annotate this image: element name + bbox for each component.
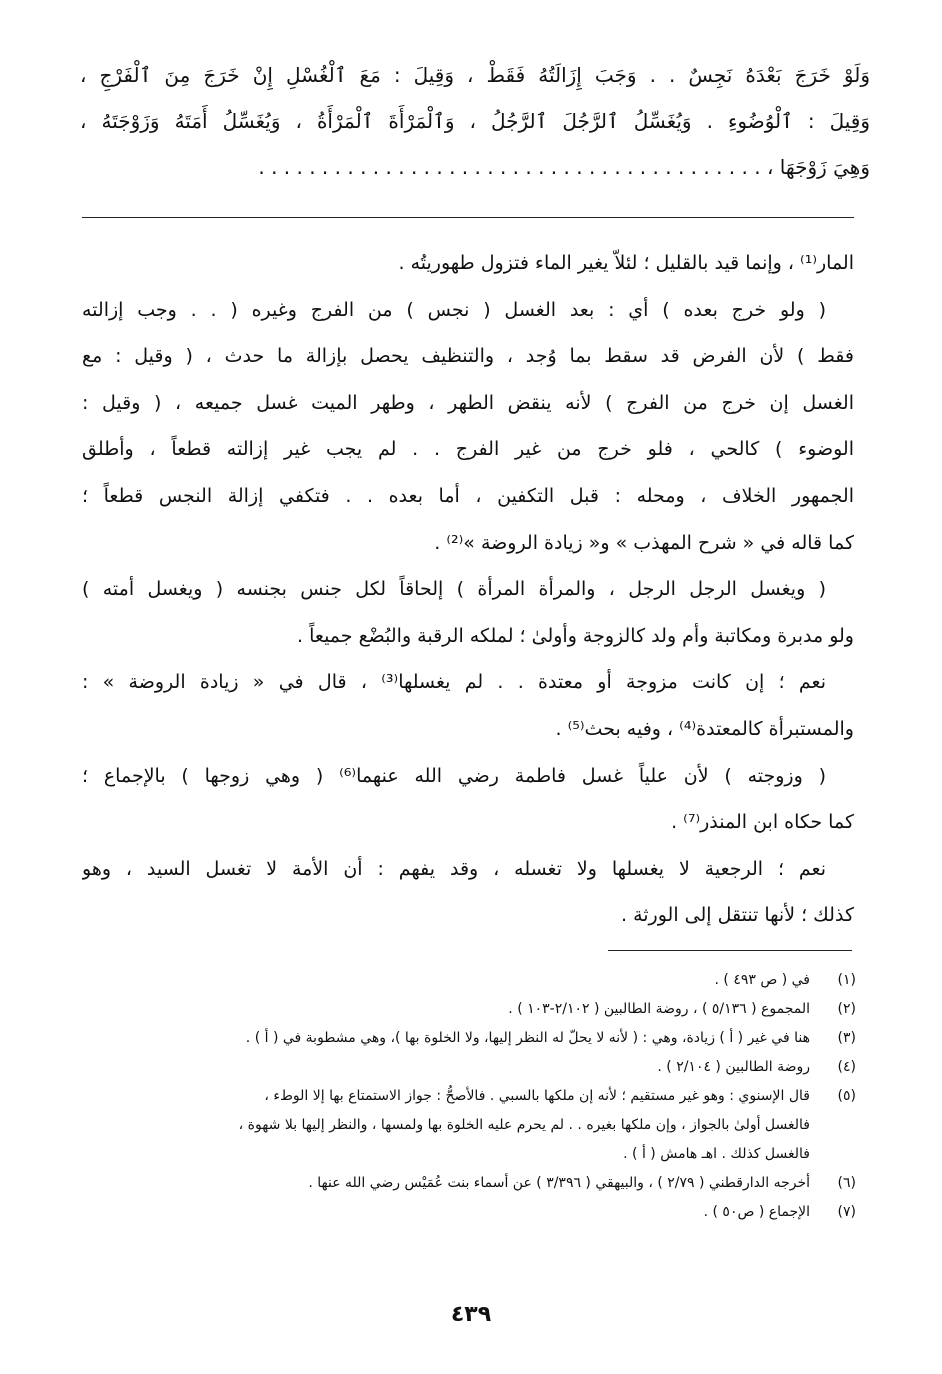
commentary-line: ولو مدبرة ومكاتبة وأم ولد كالزوجة وأولىٰ ؛ لملكه الرقبة والبُضْع جميعاً . [297,624,854,647]
footnote-text: روضة الطالبين ( ٢/١٠٤ ) . [657,1059,810,1075]
footnote-text: قال الإسنوي : وهو غير مستقيم ؛ لأنه إن ملكها بالسبي . فالأصحُّ : جواز الاستمتاع بها إلا الوطء ، [264,1088,810,1104]
commentary-line: المار⁽¹⁾ ، وإنما قيد بالقليل ؛ لئلاّ يغير الماء فتزول طهوريتُه . [398,252,854,274]
footnote-text: فالغسل أولىٰ بالجواز ، وإن ملكها بغيره . . لم يحرم عليه الخلوة بها ولمسها ، والنظر إليها بلا شهوة ، [238,1117,810,1133]
commentary-line: نعم ؛ إن كانت مزوجة أو معتدة . . لم يغسلها⁽³⁾ ، قال في « زيادة الروضة » : [82,671,826,694]
commentary-line: كما حكاه ابن المنذر⁽⁷⁾ . [671,811,854,834]
commentary-line: الجمهور الخلاف ، ومحله : قبل التكفين ، أما بعده . . فتكفي إزالة النجس قطعاً ؛ [82,484,854,507]
matn-text-block [80,52,870,190]
commentary-line: ( ويغسل الرجل الرجل ، والمرأة المرأة ) إلحاقاً لكل جنس بجنسه ( ويغسل أمته ) [82,578,826,601]
footnote-5 [60,1082,856,1169]
footnote-number: (٥) [837,1088,856,1104]
commentary-line: ( وزوجته ) لأن علياً غسل فاطمة رضي الله عنهما⁽⁶⁾ ( وهي زوجها ) بالإجماع ؛ [82,764,826,787]
footnote-text: هنا في غير ( أ ) زيادة، وهي : ( لأنه لا يحلّ له النظر إليها، ولا الخلوة بها )، وهي مشطوبة في ( أ ) . [245,1030,810,1046]
footnote-number: (٣) [837,1030,856,1046]
footnote-2 [60,995,856,1024]
commentary-line: نعم ؛ الرجعية لا يغسلها ولا تغسله ، وقد يفهم : أن الأمة لا تغسل السيد ، وهو [82,857,826,880]
commentary-line: فقط ) لأن الفرض قد سقط بما وُجد ، والتنظيف يحصل بإزالة ما حدث ، ( وقيل : مع [82,345,854,368]
commentary-text-block [82,240,854,939]
page-number: ٤٣٩ [450,1302,492,1327]
footnote-text: في ( ص ٤٩٣ ) . [714,972,810,988]
matn-line-2: وَقِيلَ : ٱلْوُضُوءِ . وَيُغَسِّلُ ٱلرَّجُلَ ٱلرَّجُلُ ، وَٱلْمَرْأَةَ ٱلْمَرْأَةُ ، وَيُغَسِّلُ أَمَتَهُ وَزَوْجَتَهُ ، [80,109,870,133]
footnotes-block [60,966,856,1227]
commentary-line: ( ولو خرج بعده ) أي : بعد الغسل ( نجس ) من الفرج وغيره ( . . وجب إزالته [82,298,826,321]
footnote-4 [60,1053,856,1082]
footnote-number: (١) [837,972,856,988]
commentary-line: كما قاله في « شرح المهذب » و« زيادة الروضة »⁽²⁾ . [434,531,854,554]
footnote-3 [60,1024,856,1053]
matn-line-1: وَلَوْ خَرَجَ بَعْدَهُ نَجِسٌ . . وَجَبَ إِزَالَتُهُ فَقَطْ ، وَقِيلَ : مَعَ ٱلْغُسْلِ إِنْ خَرَجَ مِنَ ٱلْفَرْجِ ، [80,63,870,87]
commentary-line: الوضوء ) كالحي ، فلو خرج من غير الفرج . . لم يجب غير إزالته قطعاً ، وأطلق [82,438,854,461]
footnote-text: الإجماع ( ص٥٠ ) . [703,1204,810,1220]
commentary-line: كذلك ؛ لأنها تنتقل إلى الورثة . [620,904,854,927]
commentary-line: والمستبرأة كالمعتدة⁽⁴⁾ ، وفيه بحث⁽⁵⁾ . [555,717,854,740]
footnote-number: (٦) [837,1175,856,1191]
footnote-number: (٢) [837,1001,856,1017]
footnote-7 [60,1198,856,1227]
footnote-6 [60,1169,856,1198]
footnote-1 [60,966,856,995]
footnote-number: (٧) [837,1204,856,1220]
footnote-text: المجموع ( ٥/١٣٦ ) ، روضة الطالبين ( ٢/١٠٢-١٠٣ ) . [508,1001,810,1017]
footnote-text: فالغسل كذلك . اهـ هامش ( أ ) . [623,1146,810,1162]
footnote-number: (٤) [837,1059,856,1075]
matn-separator-rule [82,217,854,218]
footnote-separator-rule [608,950,852,951]
commentary-line: الغسل إن خرج من الفرج ) لأنه ينقض الطهر ، وطهر الميت غسل جميعه ، ( وقيل : [82,391,854,414]
matn-line-3: وَهِيَ زَوْجَهَا ، . . . . . . . . . . . . . . . . . . . . . . . . . . . . . . . . . . . . . . . . [258,155,870,179]
footnote-text: أخرجه الدارقطني ( ٢/٧٩ ) ، والبيهقي ( ٣/٣٩٦ ) عن أسماء بنت عُمَيْس رضي الله عنها . [308,1175,810,1191]
